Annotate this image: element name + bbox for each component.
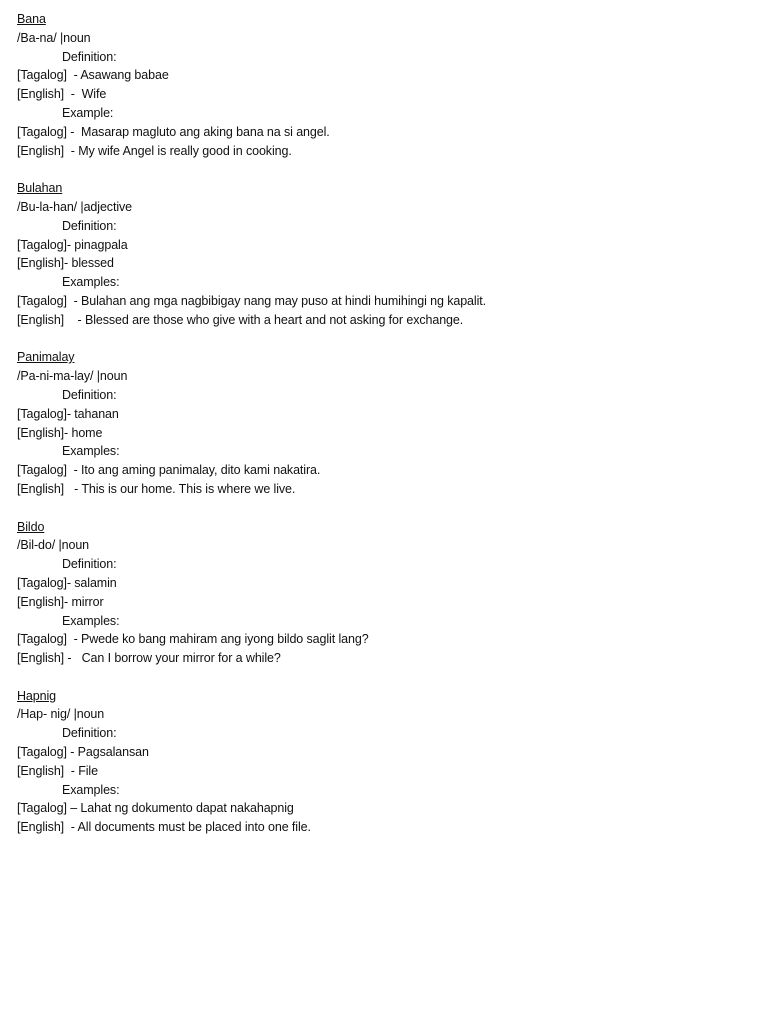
definition-label: Definition: xyxy=(62,49,117,64)
entry-word: Bana xyxy=(17,12,46,26)
example-label: Examples: xyxy=(62,444,120,459)
definition-tagalog: [Tagalog]- tahanan xyxy=(17,406,119,421)
dictionary-entry-panimalay xyxy=(17,348,768,498)
entry-word: Panimalay xyxy=(17,350,75,365)
example-label: Examples: xyxy=(62,613,120,628)
entry-pronunciation: /Hap- nig/ |noun xyxy=(17,707,105,722)
entry-pronunciation: /Ba-na/ |noun xyxy=(17,30,91,45)
example-tagalog: [Tagalog] - Ito ang aming panimalay, dito kami nakatira. xyxy=(17,463,321,478)
entry-word: Hapnig xyxy=(17,688,57,703)
example-english: [English] - All documents must be placed into one file. xyxy=(17,820,311,835)
definition-label: Definition: xyxy=(62,557,117,572)
definition-english: [English] - Wife xyxy=(17,87,107,102)
entry-word: Bulahan xyxy=(17,181,63,196)
definition-tagalog: [Tagalog] - Asawang babae xyxy=(17,68,169,83)
entry-word: Bildo xyxy=(17,519,45,534)
definition-tagalog: [Tagalog]- pinagpala xyxy=(17,237,128,252)
definition-english: [English]- blessed xyxy=(17,256,114,271)
definition-label: Definition: xyxy=(62,726,117,741)
example-english: [English] - Can I borrow your mirror for a while? xyxy=(17,651,281,666)
example-tagalog: [Tagalog] - Bulahan ang mga nagbibigay nang may puso at hindi humihingi ng kapalit. xyxy=(17,293,487,308)
example-label: Examples: xyxy=(62,782,120,797)
dictionary-entry-bana xyxy=(17,10,768,160)
dictionary-entry-hapnig xyxy=(17,687,768,837)
entry-pronunciation: /Bil-do/ |noun xyxy=(17,538,90,553)
example-label: Examples: xyxy=(62,275,120,290)
entry-pronunciation: /Pa-ni-ma-lay/ |noun xyxy=(17,369,128,384)
example-english: [English] - This is our home. This is where we live. xyxy=(17,481,296,496)
dictionary-entry-bildo xyxy=(17,518,768,668)
definition-english: [English]- mirror xyxy=(17,594,104,609)
definition-tagalog: [Tagalog]- salamin xyxy=(17,575,117,590)
definition-label: Definition: xyxy=(62,387,117,402)
example-label: Example: xyxy=(62,105,114,120)
example-english: [English] - Blessed are those who give with a heart and not asking for exchange. xyxy=(17,312,464,327)
entry-pronunciation: /Bu-la-han/ |adjective xyxy=(17,199,132,214)
example-tagalog: [Tagalog] - Masarap magluto ang aking bana na si angel. xyxy=(17,124,330,139)
example-tagalog: [Tagalog] – Lahat ng dokumento dapat nakahapnig xyxy=(17,801,294,816)
example-tagalog: [Tagalog] - Pwede ko bang mahiram ang iyong bildo saglit lang? xyxy=(17,632,369,647)
example-english: [English] - My wife Angel is really good in cooking. xyxy=(17,143,292,158)
definition-english: [English]- home xyxy=(17,425,103,440)
definition-english: [English] - File xyxy=(17,763,98,778)
dictionary-entry-bulahan xyxy=(17,179,768,329)
definition-tagalog: [Tagalog] - Pagsalansan xyxy=(17,745,149,760)
definition-label: Definition: xyxy=(62,218,117,233)
